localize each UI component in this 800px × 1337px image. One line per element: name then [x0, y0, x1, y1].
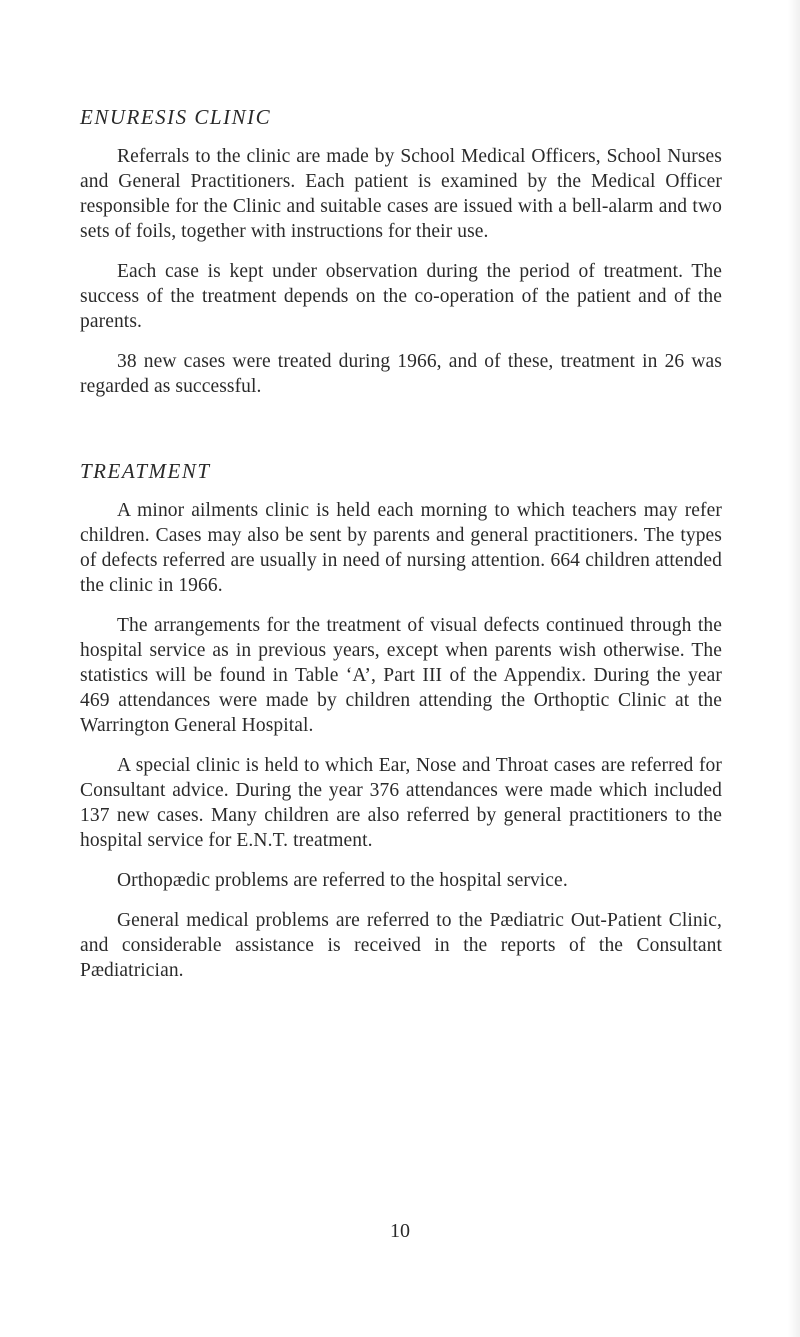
paragraph: The arrangements for the treatment of visual defects continued through the hospital service as in previous years, except when parents wish otherwise. The statistics will be found in Table ‘A’, Part III of the Appendix. During the year 469 attendances were made by children attending the Orthoptic Clinic at the Warrington General Hospital.: [80, 615, 722, 736]
paragraph: A minor ailments clinic is held each morning to which teachers may refer children. Cases may also be sent by parents and general practitioners. The types of defects referred are usually in need of nursing attention. 664 children attended the clinic in 1966.: [80, 500, 722, 596]
paragraph: General medical problems are referred to the Pædiatric Out-Patient Clinic, and considerable assistance is received in the reports of the Consultant Pædiatrician.: [80, 910, 722, 981]
document-page: [80, 104, 722, 998]
paragraph: Referrals to the clinic are made by School Medical Officers, School Nurses and General Practitioners. Each patient is examined by the Medical Officer responsible for the Clinic and suitable cases are issued with a bell-alarm and two sets of foils, together with instructions for their use.: [80, 146, 722, 242]
page-number: 10: [390, 1220, 410, 1242]
paragraph: Each case is kept under observation during the period of treatment. The success of the treatment depends on the co-operation of the patient and of the parents.: [80, 261, 722, 332]
paragraph: A special clinic is held to which Ear, Nose and Throat cases are referred for Consultant advice. During the year 376 attendances were made which included 137 new cases. Many children are also referred by general practitioners to the hospital service for E.N.T. treatment.: [80, 755, 722, 851]
page-edge-shadow: [788, 0, 800, 1337]
section-enuresis-clinic: [80, 104, 722, 399]
section-heading: TREATMENT: [80, 459, 211, 483]
paragraph: Orthopædic problems are referred to the hospital service.: [117, 870, 568, 891]
paragraph: 38 new cases were treated during 1966, and of these, treatment in 26 was regarded as successful.: [80, 351, 722, 397]
section-heading: ENURESIS CLINIC: [80, 105, 272, 129]
section-treatment: [80, 458, 722, 983]
